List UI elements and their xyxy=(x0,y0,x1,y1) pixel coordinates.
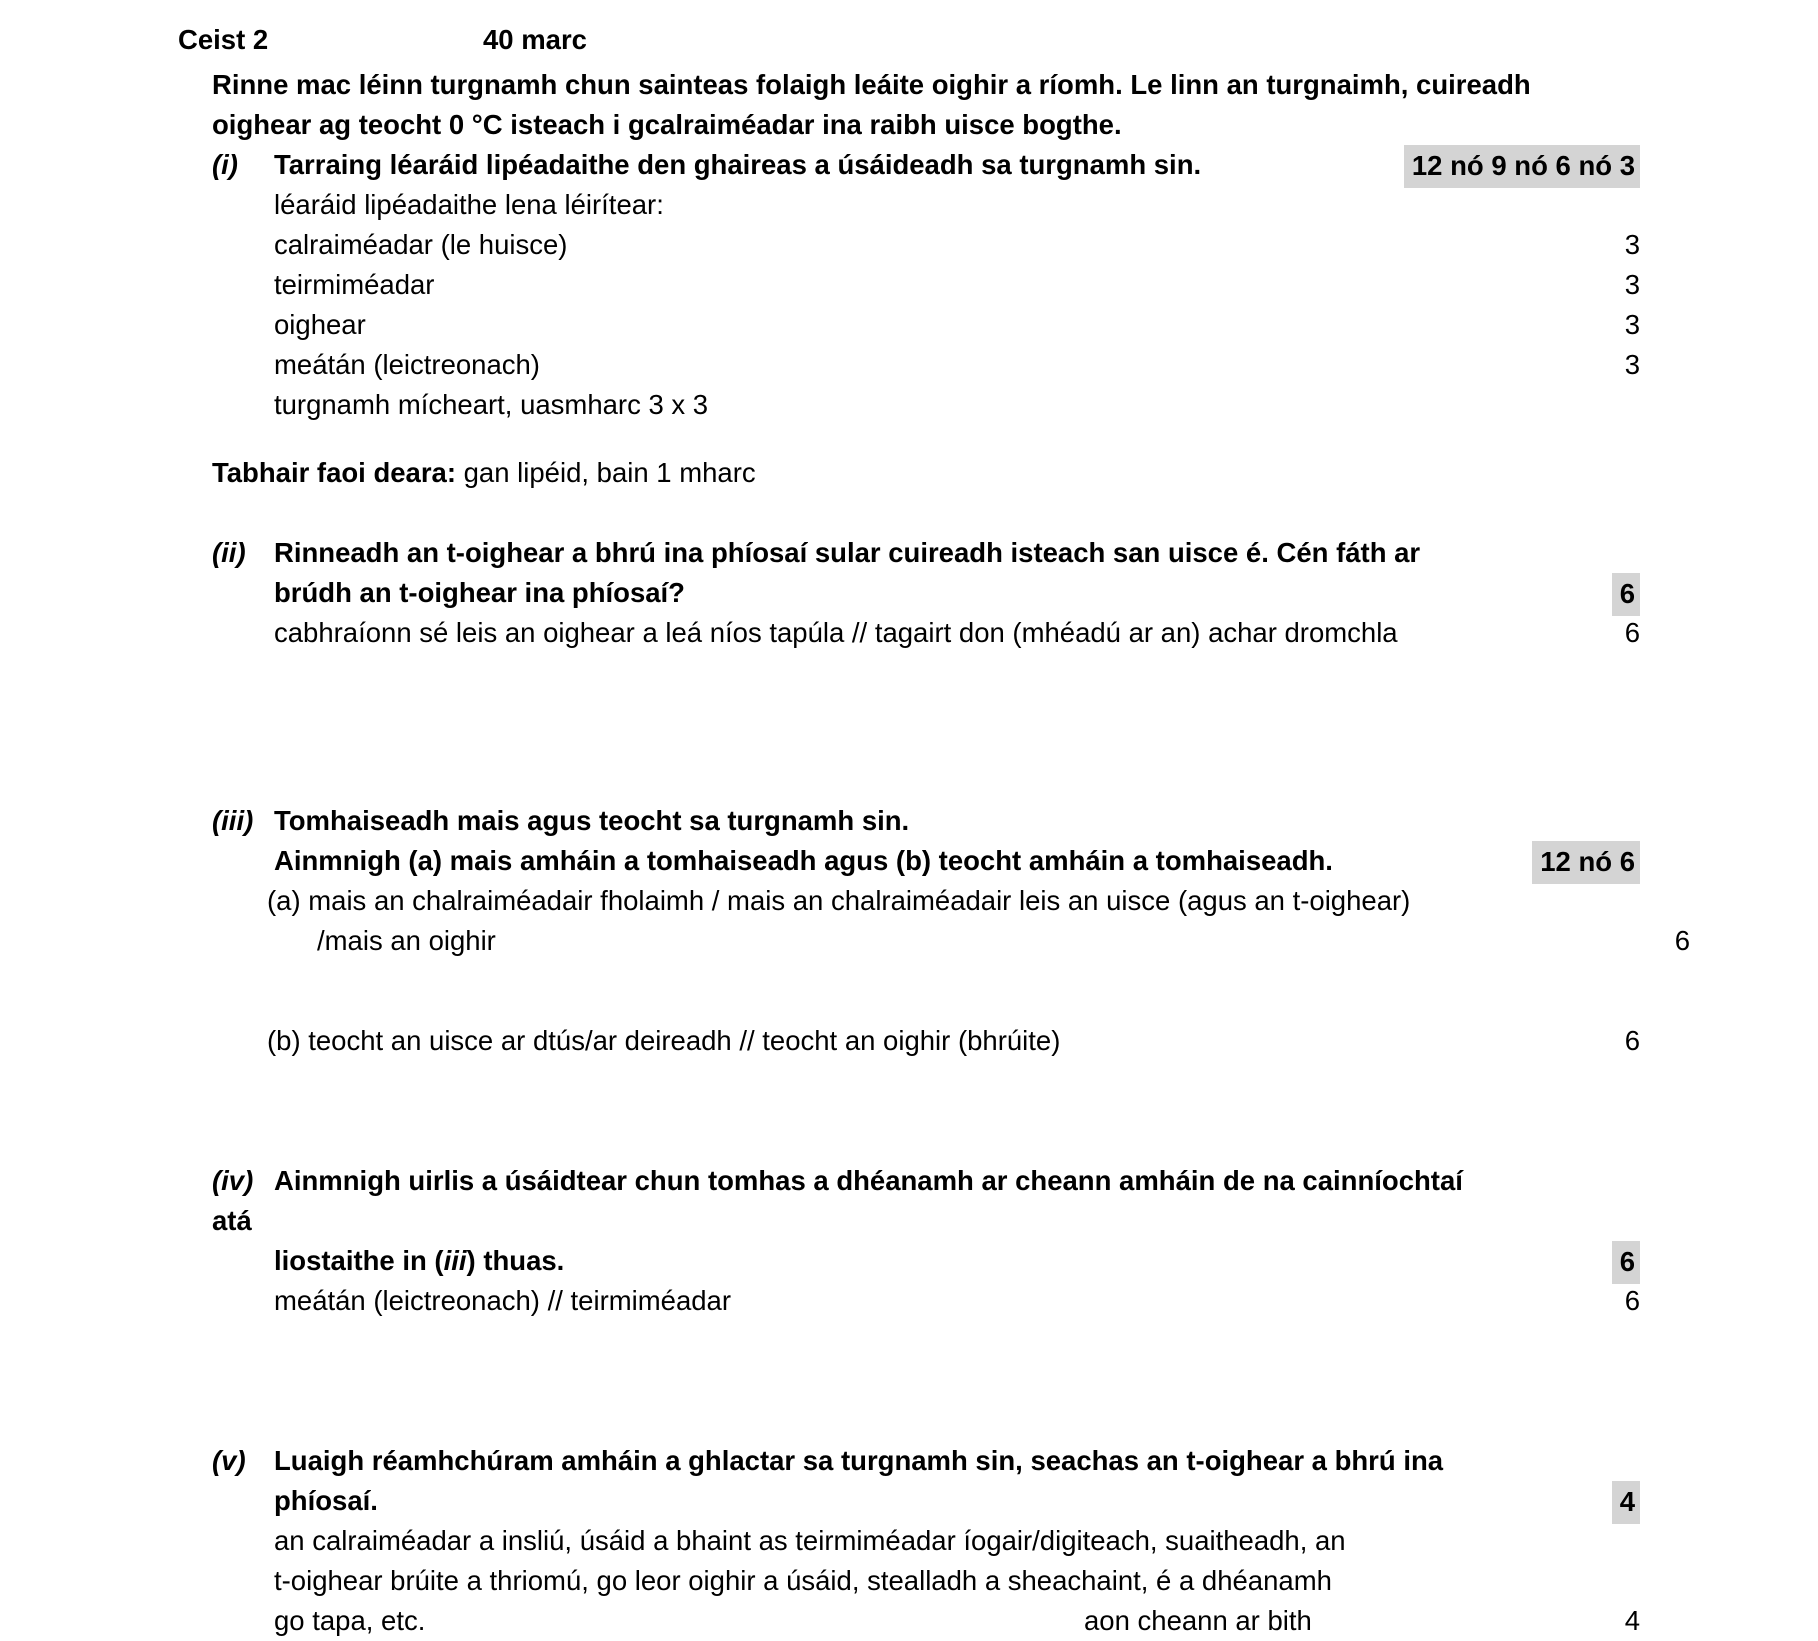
part-iv-line2-ref: iii xyxy=(443,1245,467,1276)
part-i-answers xyxy=(274,185,1640,425)
part-iii-mark: 12 nó 6 xyxy=(1532,841,1640,884)
question-stem xyxy=(0,65,1818,145)
part-iii-answer-b-mark: 6 xyxy=(1624,1025,1640,1056)
part-i-number: (i) xyxy=(212,149,238,180)
part-iv-question-text-line2 xyxy=(274,1245,564,1276)
part-iii-answer-a-line2: /mais an oighir xyxy=(317,925,496,956)
part-v-question-text-line1: Luaigh réamhchúram amháin a ghlactar sa turgnamh sin, seachas an t-oighear a bhrú ina xyxy=(274,1445,1444,1476)
part-iv-line2-post: ) thuas. xyxy=(466,1245,565,1276)
part-i-answer-row-2 xyxy=(274,265,1640,305)
part-iii-number: (iii) xyxy=(212,805,254,836)
part-v-answer-row-3 xyxy=(274,1601,1640,1641)
part-ii-number: (ii) xyxy=(212,537,246,568)
part-ii-question-row-2 xyxy=(212,573,1640,613)
part-i-answer-text-2: teirmiméadar xyxy=(274,269,435,300)
part-i-answer-mark-4: 3 xyxy=(1624,349,1640,380)
part-v xyxy=(0,1441,1818,1641)
part-i-answer-text-5: turgnamh mícheart, uasmharc 3 x 3 xyxy=(274,389,709,420)
part-ii-answer-text: cabhraíonn sé leis an oighear a leá níos tapúla // tagairt don (mhéadú ar an) achar dromchla xyxy=(274,617,1398,648)
part-v-question-row-2 xyxy=(212,1481,1640,1521)
part-iii-question-row-2 xyxy=(212,841,1640,881)
part-i-answer-row-3 xyxy=(274,305,1640,345)
part-iii-answer-a-line1: (a) mais an chalraiméadair fholaimh / mais an chalraiméadair leis an uisce (agus an t-oighear) xyxy=(267,885,1411,916)
part-i-answer-text-4: meátán (leictreonach) xyxy=(274,349,540,380)
question-label: Ceist 2 xyxy=(178,24,269,55)
part-iv-line2-pre: liostaithe in ( xyxy=(274,1245,444,1276)
part-ii-answer-mark: 6 xyxy=(1624,617,1640,648)
part-v-answer-line2: t-oighear brúite a thriomú, go leor oighir a úsáid, stealladh a sheachaint, é a dhéanamh xyxy=(274,1565,1332,1596)
note-row xyxy=(0,453,1818,493)
part-i-answer-row-4 xyxy=(274,345,1640,385)
part-iv-answers xyxy=(274,1281,1640,1321)
part-v-answer-line1: an calraiméadar a insliú, úsáid a bhaint as teirmiméadar íogair/digiteach, suaitheadh, an xyxy=(274,1525,1346,1556)
part-iii xyxy=(0,801,1818,1061)
part-i-answer-row-1 xyxy=(274,225,1640,265)
part-i-answer-text-3: oighear xyxy=(274,309,366,340)
part-v-answer-row-1 xyxy=(274,1521,1640,1561)
part-v-answer-mark: 4 xyxy=(1624,1605,1640,1636)
part-i-answer-text-0: léaráid lipéadaithe lena léirítear: xyxy=(274,189,664,220)
part-i-question-text: Tarraing léaráid lipéadaithe den ghaireas a úsáideadh sa turgnamh sin. xyxy=(274,149,1202,180)
question-stem-line1: Rinne mac léinn turgnamh chun sainteas folaigh leáite oighir a ríomh. Le linn an turgnaimh, cuireadh xyxy=(212,69,1531,100)
part-iv-number: (iv) xyxy=(212,1165,254,1196)
part-ii-question-text-line2: brúdh an t-oighear ina phíosaí? xyxy=(274,577,685,608)
part-iv-answer-mark: 6 xyxy=(1624,1285,1640,1316)
question-stem-line2: oighear ag teocht 0 °C isteach i gcalraiméadar ina raibh uisce bogthe. xyxy=(212,109,1122,140)
part-ii-answers xyxy=(274,613,1640,653)
part-i-answer-row-5 xyxy=(274,385,1640,425)
part-v-mark: 4 xyxy=(1612,1481,1640,1524)
part-iv-question-row-2 xyxy=(212,1241,1640,1281)
part-v-question-text-line2: phíosaí. xyxy=(274,1485,378,1516)
part-i-question-row xyxy=(212,145,1640,185)
part-iii-question-text-line1: Tomhaiseadh mais agus teocht sa turgnamh sin. xyxy=(274,805,910,836)
part-iv-question-row xyxy=(212,1161,1640,1241)
part-i-answer-mark-2: 3 xyxy=(1624,269,1640,300)
part-i-answer-text-1: calraiméadar (le huisce) xyxy=(274,229,568,260)
part-iv xyxy=(0,1161,1818,1321)
note-label: Tabhair faoi deara: xyxy=(212,457,456,488)
part-ii-question-row xyxy=(212,533,1640,573)
part-iii-answer-b-text: (b) teocht an uisce ar dtús/ar deireadh // teocht an oighir (bhrúite) xyxy=(267,1025,1061,1056)
part-iv-question-text-line1: Ainmnigh uirlis a úsáidtear chun tomhas a dhéanamh ar cheann amháin de na cainníochtaí atá xyxy=(212,1165,1463,1236)
question-marks-label: 40 marc xyxy=(483,24,587,55)
part-ii xyxy=(0,533,1818,653)
part-i-answer-row-0 xyxy=(274,185,1640,225)
part-v-answer-line3-right: aon cheann ar bith xyxy=(1084,1605,1312,1636)
part-v-question-row xyxy=(212,1441,1640,1481)
part-v-answer-row-2 xyxy=(274,1561,1640,1601)
part-ii-question-text-line1: Rinneadh an t-oighear a bhrú ina phíosaí sular cuireadh isteach san uisce é. Cén fáth ar xyxy=(274,537,1421,568)
part-iii-answer-a-row-2 xyxy=(267,921,1690,961)
part-ii-answer-row xyxy=(274,613,1640,653)
part-iii-answer-a-row-1 xyxy=(267,881,1640,921)
question-title-row xyxy=(0,22,1818,57)
part-iii-question-text-line2: Ainmnigh (a) mais amháin a tomhaiseadh agus (b) teocht amháin a tomhaiseadh. xyxy=(274,845,1333,876)
part-i-mark: 12 nó 9 nó 6 nó 3 xyxy=(1404,145,1640,188)
part-iv-mark: 6 xyxy=(1612,1241,1640,1284)
note-text: gan lipéid, bain 1 mharc xyxy=(456,457,756,488)
part-ii-mark: 6 xyxy=(1612,573,1640,616)
part-v-answers xyxy=(274,1521,1640,1641)
part-v-number: (v) xyxy=(212,1445,246,1476)
part-i-answer-mark-3: 3 xyxy=(1624,309,1640,340)
part-iv-answer-row xyxy=(274,1281,1640,1321)
part-i-answer-mark-1: 3 xyxy=(1624,229,1640,260)
part-iii-answer-a-mark: 6 xyxy=(1674,925,1690,956)
part-v-answer-line3: go tapa, etc. xyxy=(274,1605,426,1636)
part-iii-answer-b-row xyxy=(267,1021,1640,1061)
part-iv-answer-text: meátán (leictreonach) // teirmiméadar xyxy=(274,1285,731,1316)
part-iii-answers xyxy=(267,881,1690,1061)
part-i xyxy=(0,145,1818,425)
part-iii-question-row xyxy=(212,801,1640,841)
